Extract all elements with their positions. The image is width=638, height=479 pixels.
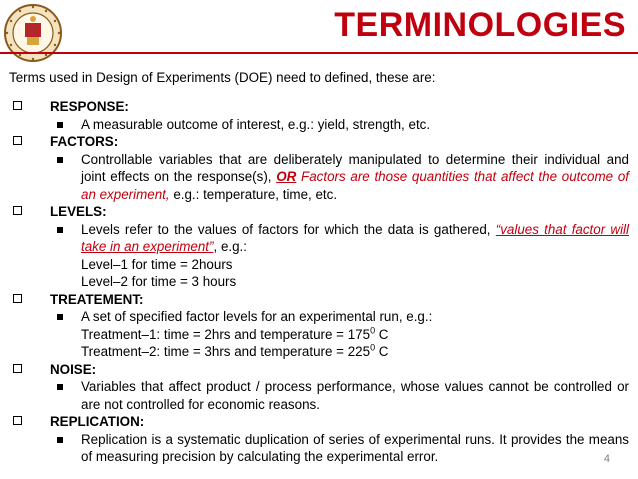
term-replication-body xyxy=(9,431,629,466)
definition-text: A set of specified factor levels for an experimental run, e.g.: xyxy=(81,309,433,324)
checkbox-square-bullet xyxy=(13,364,22,373)
example-text: Treatment–2: time = 3hrs and temperature = 225 xyxy=(81,344,371,359)
term-noise xyxy=(9,361,629,379)
term-definition xyxy=(50,308,629,361)
square-bullet xyxy=(57,157,63,163)
term-replication xyxy=(9,413,629,431)
example-text: Treatment–1: time = 2hrs and temperature = 175 xyxy=(81,326,371,342)
definition-text: Controllable variables that are deliberately manipulated to determine their individual and joint effects on the response(s), xyxy=(81,151,629,184)
definition-text: A measurable outcome of interest, e.g.: yield, strength, etc. xyxy=(81,116,431,132)
term-treatement xyxy=(9,291,629,309)
square-bullet xyxy=(57,437,63,443)
quoted-definition: “values that factor will take in an experiment” xyxy=(81,221,629,254)
square-bullet xyxy=(57,314,63,320)
term-definition xyxy=(50,221,629,291)
degree-superscript: 0 xyxy=(370,342,376,353)
checkbox-square-bullet xyxy=(13,101,22,110)
terms-list xyxy=(9,98,629,466)
examples-text: e.g.: temperature, time, etc. xyxy=(173,186,338,202)
or-emphasis: OR xyxy=(276,169,297,184)
alternative-definition: Factors are those quantities that affect the outcome of an experiment, xyxy=(81,169,629,202)
term-definition xyxy=(50,431,629,466)
term-heading: REPLICATION: xyxy=(50,414,145,429)
term-heading: NOISE: xyxy=(50,361,97,377)
example-line: Level–2 for time = 3 hours xyxy=(81,274,237,289)
example-line xyxy=(81,343,629,361)
page-number: 4 xyxy=(603,453,610,465)
term-heading: TREATEMENT: xyxy=(50,291,144,307)
term-heading: LEVELS: xyxy=(50,204,107,219)
term-heading: RESPONSE: xyxy=(50,99,129,114)
checkbox-square-bullet xyxy=(13,416,22,425)
term-definition xyxy=(50,151,629,204)
term-factors xyxy=(9,133,629,151)
checkbox-square-bullet xyxy=(13,294,22,303)
examples-lead: , e.g.: xyxy=(213,239,247,254)
square-bullet xyxy=(57,227,63,233)
term-factors-body xyxy=(9,151,629,204)
term-response-body xyxy=(9,116,629,134)
title-divider xyxy=(0,52,638,54)
checkbox-square-bullet xyxy=(13,136,22,145)
square-bullet xyxy=(57,384,63,390)
institution-logo xyxy=(3,3,63,63)
slide-title: TERMINOLOGIES xyxy=(334,6,626,44)
term-response xyxy=(9,98,629,116)
term-definition xyxy=(50,378,629,413)
term-treatement-body xyxy=(9,308,629,361)
term-levels xyxy=(9,203,629,221)
degree-superscript: 0 xyxy=(370,325,376,336)
example-line xyxy=(81,326,629,344)
unit-text: C xyxy=(375,344,389,359)
unit-text: C xyxy=(375,326,389,342)
definition-text: Levels refer to the values of factors for which the data is gathered, xyxy=(81,221,491,237)
square-bullet xyxy=(57,122,63,128)
checkbox-square-bullet xyxy=(13,206,22,215)
term-levels-body xyxy=(9,221,629,291)
term-noise-body xyxy=(9,378,629,413)
term-definition xyxy=(50,116,629,134)
intro-text: Terms used in Design of Experiments (DOE) need to defined, these are: xyxy=(9,70,436,85)
term-heading: FACTORS: xyxy=(50,134,119,149)
definition-text: Variables that affect product / process performance, whose values cannot be controlled or are not controlled for economic reasons. xyxy=(81,379,629,412)
example-line: Level–1 for time = 2hours xyxy=(81,256,233,272)
definition-text: Replication is a systematic duplication of series of experimental runs. It provides the means of measuring precision by calculating the experimental error. xyxy=(81,431,629,464)
